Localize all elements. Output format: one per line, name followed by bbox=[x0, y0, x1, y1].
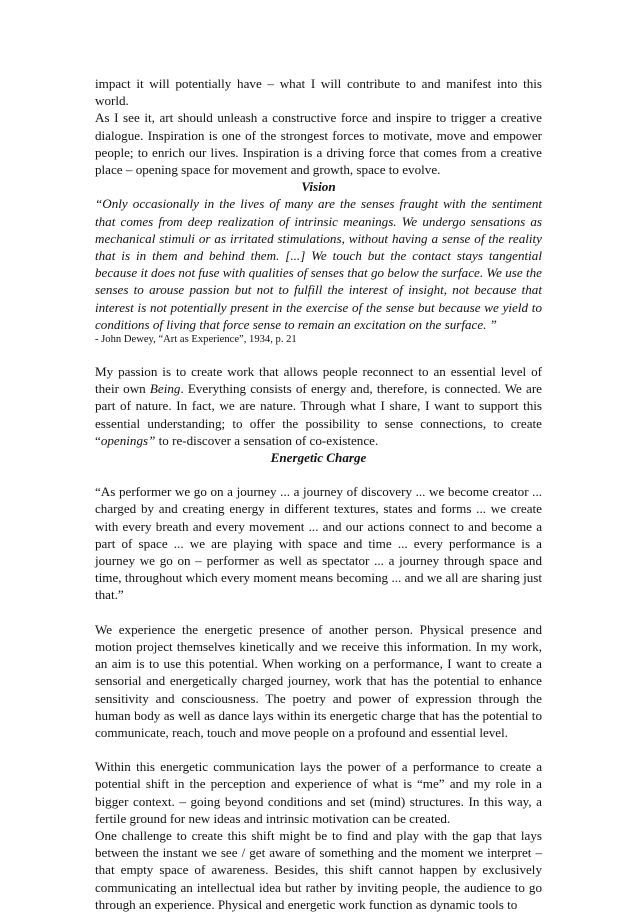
openings-emphasis: openings” bbox=[100, 432, 156, 448]
passion-paragraph: My passion is to create work that allows people reconnect to an essential level of their own Being. Everything consists of energy and, therefore, is connected. We are part of nature. In fact, we are nature. Through what I share, I want to support this essential understanding; to offer the possibility to sense connections, to create “openings” to re-discover a sensation of co-existence. bbox=[95, 364, 542, 448]
challenge-paragraph: One challenge to create this shift might be to find and play with the gap that lays between the instant we see / get aware of something and the moment we interpret – that empty space of awareness. Besides, this shift cannot happen by exclusively communicating an intellectual idea but rather by inviting people, the audience to go through an experience. Physical and energetic work function as dynamic tools to bbox=[95, 827, 542, 912]
dewey-quote: “Only occasionally in the lives of many are the senses fraught with the sentiment that comes from deep realization of intrinsic meanings. We undergo sensations as mechanical stimuli or as irritated stimulations, without having a sense of the reality that is in them and behind them. [...] We touch but the contact stays tangential because it does not fuse with qualities of senses that go below the surface. We use the senses to arouse passion but not to fulfill the interest of insight, not because that interest is not potentially present in the exercise of the sense but because we yield to conditions of living that force sense to remain an excitation on the surface. ” bbox=[95, 196, 542, 332]
presence-paragraph: We experience the energetic presence of another person. Physical presence and motion project themselves kinetically and we receive this information. In my work, an aim is to use this potential. When working on a performance, I want to create a sensorial and energetically charged journey, work that has the potential to enhance sensitivity and consciousness. The poetry and power of expression through the human body as well as dance lays within its energetic charge that has the potential to communicate, reach, touch and move people on a profound and essential level. bbox=[95, 621, 542, 740]
performer-quote: “As performer we go on a journey ... a journey of discovery ... we become creator ... charged by and creating energy in different textures, states and forms ... we create with every breath and every movement ... and our actions connect to and become a part of space ... we are playing with space and time ... every performance is a journey we go on – performer as well as spectator ... a journey through space and time, throughout which every moment means becoming ... and we all are sharing just that.” bbox=[95, 484, 542, 603]
intro-paragraph: As I see it, art should unleash a constructive force and inspire to trigger a creative dialogue. Inspiration is one of the strongest forces to motivate, move and empower people; to enrich our lives. Inspiration is a driving force that comes from a creative place – opening space for movement and growth, space to evolve. bbox=[95, 110, 542, 178]
being-emphasis: Being bbox=[149, 381, 181, 397]
energetic-charge-heading: Energetic Charge bbox=[270, 450, 367, 466]
intro-line: impact it will potentially have – what I will contribute to and manifest into this world. bbox=[95, 76, 542, 109]
vision-heading: Vision bbox=[301, 179, 336, 195]
communication-paragraph: Within this energetic communication lays the power of a performance to create a potential shift in the perception and experience of what is “me” and my role in a bigger context. – going beyond conditions and set (mind) structures. In this way, a fertile ground for new ideas and intrinsic motivation can be created. bbox=[95, 759, 542, 826]
document-page bbox=[95, 75, 542, 913]
quote-citation: - John Dewey, “Art as Experience”, 1934, p. 21 bbox=[95, 334, 297, 346]
